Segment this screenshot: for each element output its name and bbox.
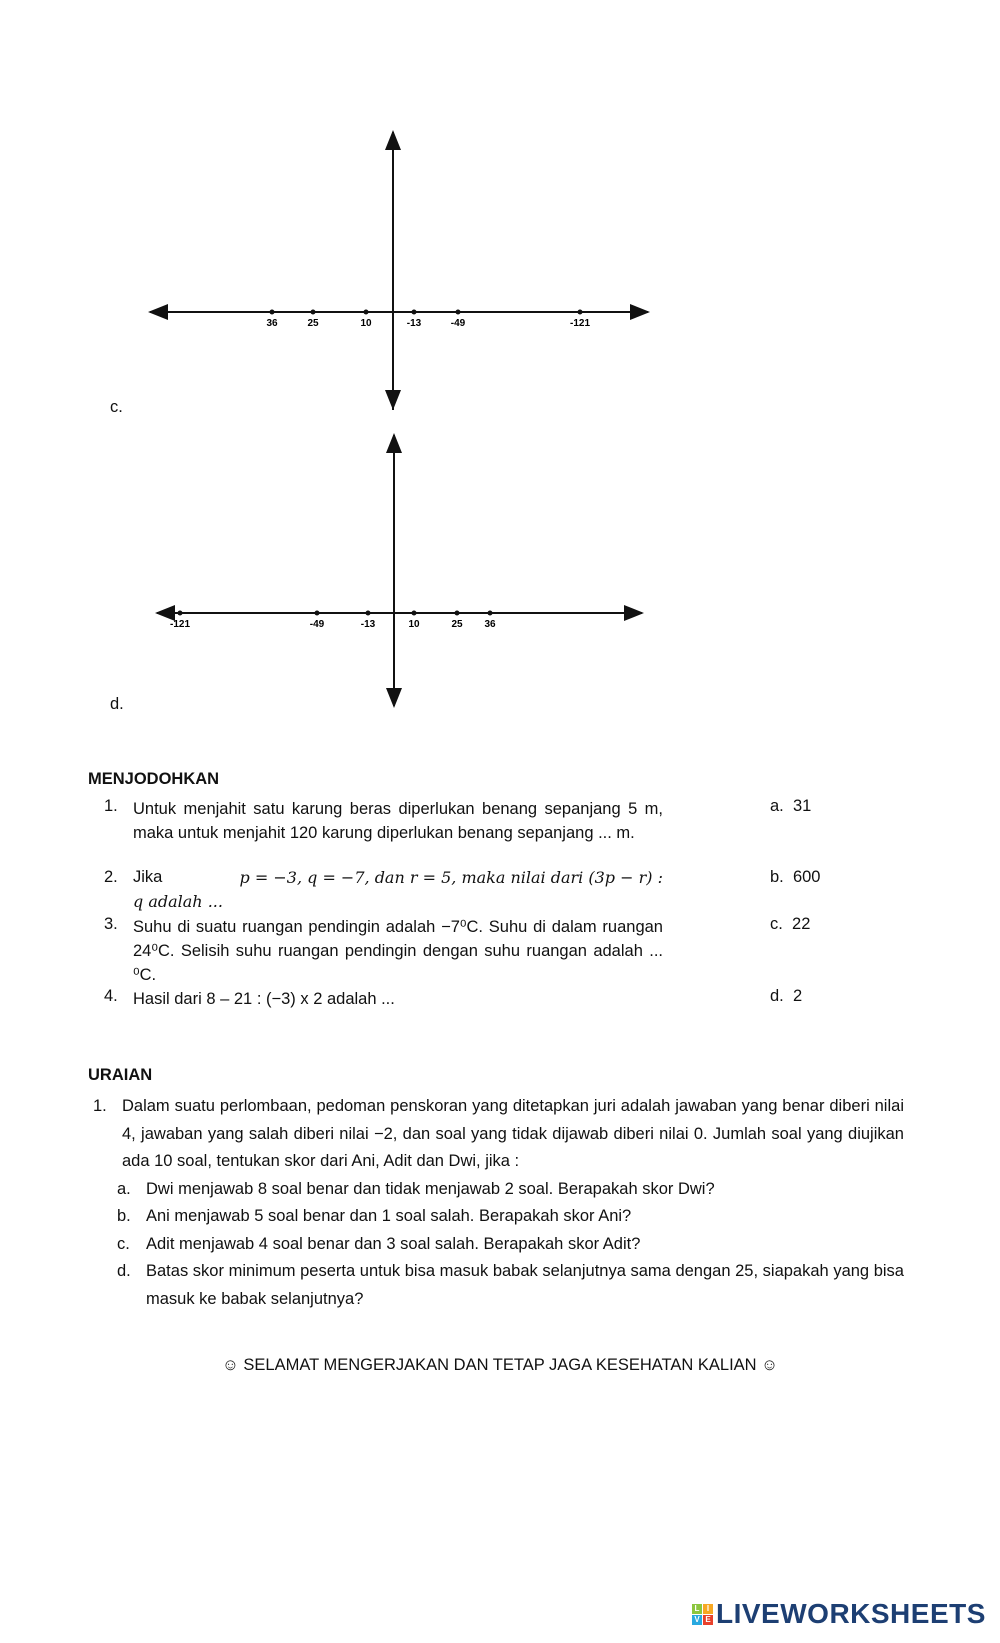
tick-label: 25	[451, 619, 463, 630]
tick-label: -49	[309, 619, 325, 630]
graph-c-label: c.	[110, 398, 123, 416]
part-letter: d.	[117, 1262, 131, 1280]
graph-c	[150, 132, 648, 410]
tick-label: -121	[169, 619, 191, 630]
answer-value: 2	[792, 987, 803, 1005]
answer-letter: d.	[770, 987, 784, 1005]
answer-a	[770, 797, 811, 816]
essay-number: 1.	[93, 1097, 107, 1115]
matching-title: MENJODOHKAN	[88, 770, 220, 788]
answer-value: 600	[792, 868, 821, 886]
graph-d-label: d.	[110, 695, 124, 713]
tick-point	[364, 310, 369, 315]
question-number: 1.	[104, 797, 118, 815]
logo-letter: L	[692, 1604, 702, 1614]
tick-label: 25	[307, 318, 319, 329]
question-text: Untuk menjahit satu karung beras diperlukan benang sepanjang 5 m, maka untuk menjahit 120 karung diperlukan benang sepanjang ... m.	[133, 800, 663, 842]
logo-word: LIVEWORKSHEETS	[716, 1598, 986, 1629]
tick-label: -121	[569, 318, 591, 329]
tick-point	[178, 611, 183, 616]
tick-point	[366, 611, 371, 616]
essay-title: URAIAN	[88, 1066, 153, 1084]
part-letter: c.	[117, 1235, 130, 1253]
tick-point	[455, 611, 460, 616]
tick-point	[456, 310, 461, 315]
answer-value: 31	[792, 797, 812, 815]
tick-label: -13	[406, 318, 422, 329]
essay-part-b: Ani menjawab 5 soal benar dan 1 soal salah. Berapakah skor Ani?	[146, 1207, 632, 1225]
question-text: Hasil dari 8 – 21 : (−3) x 2 adalah ...	[133, 990, 395, 1008]
part-letter: a.	[117, 1180, 131, 1198]
answer-letter: a.	[770, 797, 784, 815]
answer-letter: c.	[770, 915, 783, 933]
answer-letter: b.	[770, 868, 784, 886]
logo-letter: I	[703, 1604, 713, 1614]
tick-point	[315, 611, 320, 616]
essay-part-d: Batas skor minimum peserta untuk bisa masuk babak selanjutnya sama dengan 25, siapakah yang bisa masuk ke babak selanjutnya?	[146, 1262, 904, 1308]
question-text-cont: q adalah ...	[133, 892, 223, 911]
tick-label: 10	[408, 619, 420, 630]
tick-label: 36	[266, 318, 278, 329]
question-math: p = −3, q = −7, dan r = 5, maka nilai dari (3p − r) :	[239, 868, 663, 887]
number-line-graphs	[0, 0, 1000, 720]
essay-part-a: Dwi menjawab 8 soal benar dan tidak menjawab 2 soal. Berapakah skor Dwi?	[146, 1180, 715, 1198]
logo-icon	[692, 1604, 713, 1625]
closing-message: ☺ SELAMAT MENGERJAKAN DAN TETAP JAGA KESEHATAN KALIAN ☺	[221, 1356, 779, 1374]
tick-label: -49	[450, 318, 466, 329]
tick-point	[412, 310, 417, 315]
part-letter: b.	[117, 1207, 131, 1225]
question-number: 3.	[104, 915, 118, 933]
answer-d	[770, 987, 802, 1006]
tick-label: 10	[360, 318, 372, 329]
question-number: 4.	[104, 987, 118, 1005]
answer-c	[770, 915, 810, 934]
question-text: Jika	[133, 868, 163, 886]
logo-letter: E	[703, 1615, 713, 1625]
question-number: 2.	[104, 868, 118, 886]
graph-d	[157, 435, 642, 706]
tick-point	[578, 310, 583, 315]
essay-intro: Dalam suatu perlombaan, pedoman penskoran yang ditetapkan juri adalah jawaban yang benar diberi nilai 4, jawaban yang salah diberi nilai −2, dan soal yang tidak dijawab diberi nilai 0. Jumlah soal yang diujikan ada 10 soal, tentukan skor dari Ani, Adit dan Dwi, jika :	[122, 1097, 904, 1170]
liveworksheets-logo	[692, 1598, 986, 1630]
tick-point	[412, 611, 417, 616]
tick-label: -13	[360, 619, 376, 630]
answer-b	[770, 868, 820, 887]
tick-label: 36	[484, 619, 496, 630]
tick-point	[311, 310, 316, 315]
tick-point	[270, 310, 275, 315]
answer-value: 22	[792, 915, 811, 933]
logo-letter: V	[692, 1615, 702, 1625]
tick-point	[488, 611, 493, 616]
essay-part-c: Adit menjawab 4 soal benar dan 3 soal salah. Berapakah skor Adit?	[146, 1235, 641, 1253]
question-text: Suhu di suatu ruangan pendingin adalah −7⁰C. Suhu di dalam ruangan 24⁰C. Selisih suhu ruangan pendingin dengan suhu ruangan adalah ... ⁰C.	[133, 918, 663, 984]
